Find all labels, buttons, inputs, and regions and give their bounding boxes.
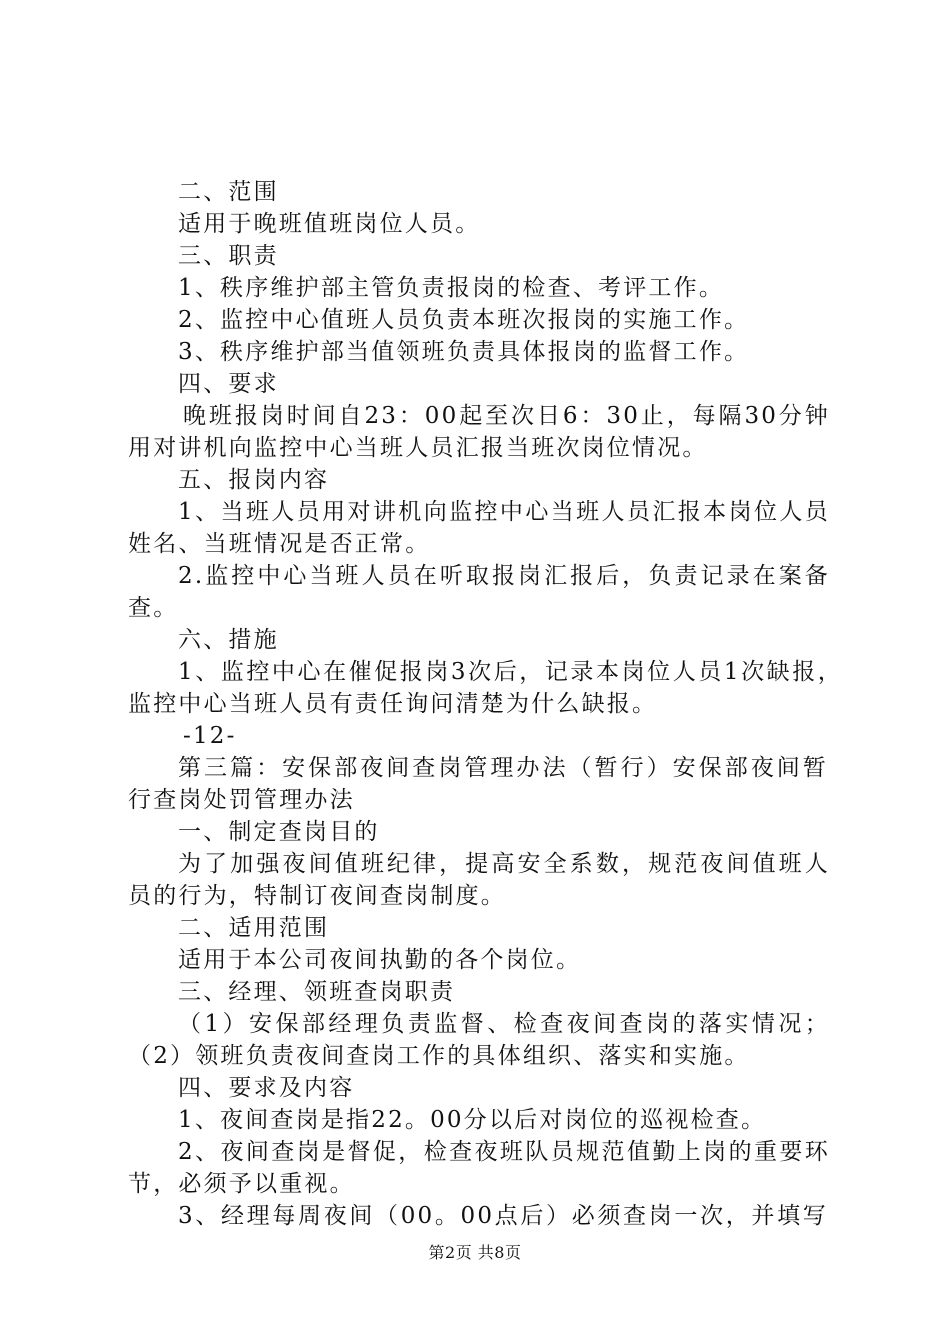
paragraph-line: 2.监控中心当班人员在听取报岗汇报后，负责记录在案备	[178, 563, 830, 589]
heading-scope: 二、范围	[178, 179, 279, 205]
page-footer: 第2页 共8页	[428, 1243, 522, 1262]
paragraph-line: 用对讲机向监控中心当班人员汇报当班次岗位情况。	[128, 435, 708, 461]
paragraph-line: 姓名、当班情况是否正常。	[128, 531, 431, 557]
heading-requirements-content: 四、要求及内容	[178, 1075, 355, 1101]
paragraph-line: 查。	[128, 595, 179, 621]
paragraph-line: 1、当班人员用对讲机向监控中心当班人员汇报本岗位人员	[178, 499, 830, 525]
paragraph-line: 3、秩序维护部当值领班负责具体报岗的监督工作。	[178, 339, 750, 365]
section-title: 第三篇：安保部夜间查岗管理办法（暂行）安保部夜间暂	[178, 755, 828, 781]
paragraph-line: 为了加强夜间值班纪律，提高安全系数，规范夜间值班人	[178, 851, 830, 877]
paragraph-line: 适用于本公司夜间执勤的各个岗位。	[178, 947, 582, 973]
heading-scope-of-application: 二、适用范围	[178, 915, 330, 941]
paragraph-line: 2、夜间查岗是督促，检查夜班队员规范值勤上岗的重要环	[178, 1139, 830, 1165]
heading-manager-duties: 三、经理、领班查岗职责	[178, 979, 456, 1005]
paragraph-line: 节，必须予以重视。	[128, 1171, 355, 1197]
paragraph-line: 1、秩序维护部主管负责报岗的检查、考评工作。	[178, 275, 725, 301]
page-marker: -12-	[183, 723, 237, 749]
paragraph-line: 1、监控中心在催促报岗3次后，记录本岗位人员1次缺报，	[178, 659, 843, 685]
paragraph-line: 晚班报岗时间自23：00起至次日6：30止，每隔30分钟	[183, 403, 830, 429]
heading-duties: 三、职责	[178, 243, 279, 269]
paragraph-line: 1、夜间查岗是指22。00分以后对岗位的巡视检查。	[178, 1107, 767, 1133]
paragraph-line: 员的行为，特制订夜间查岗制度。	[128, 883, 506, 909]
paragraph-line: （2）领班负责夜间查岗工作的具体组织、落实和实施。	[128, 1043, 750, 1069]
heading-purpose: 一、制定查岗目的	[178, 819, 380, 845]
paragraph-line: （1）安保部经理负责监督、检查夜间查岗的落实情况；	[178, 1011, 830, 1037]
paragraph-line: 适用于晚班值班岗位人员。	[178, 211, 481, 237]
heading-report-content: 五、报岗内容	[178, 467, 330, 493]
heading-requirements: 四、要求	[178, 371, 279, 397]
paragraph-line: 3、经理每周夜间（00。00点后）必须查岗一次，并填写	[178, 1203, 828, 1229]
heading-measures: 六、措施	[178, 627, 279, 653]
paragraph-line: 监控中心当班人员有责任询问清楚为什么缺报。	[128, 691, 658, 717]
paragraph-line: 2、监控中心值班人员负责本班次报岗的实施工作。	[178, 307, 750, 333]
section-title-continued: 行查岗处罚管理办法	[128, 787, 355, 813]
